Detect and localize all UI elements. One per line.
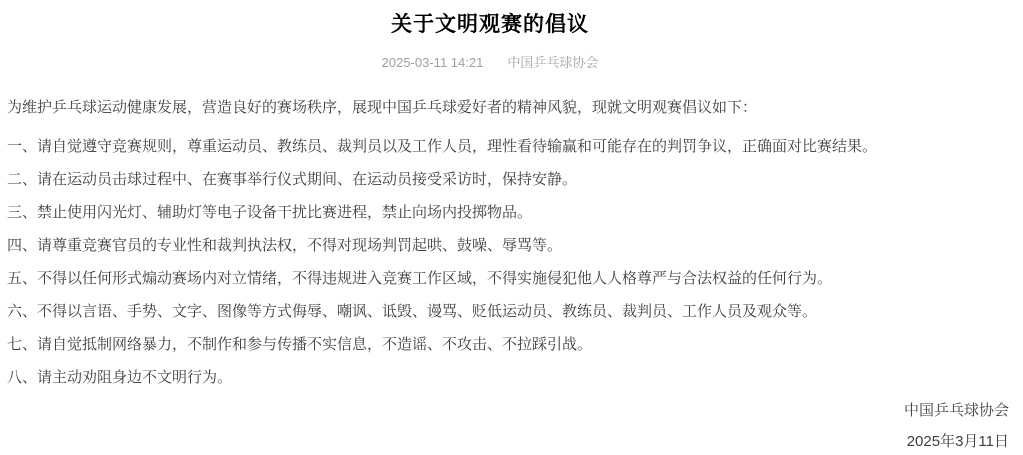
intro-paragraph: 为维护乒乓球运动健康发展，营造良好的赛场秩序，展现中国乒乓球爱好者的精神风貌，现就文明观赛倡议如下：	[7, 99, 758, 116]
proposal-item-4: 四、请尊重竞赛官员的专业性和裁判执法权，不得对现场判罚起哄、鼓噪、辱骂等。	[7, 237, 563, 254]
publish-datetime: 2025-03-11 14:21	[381, 55, 484, 70]
proposal-item-6: 六、不得以言语、手势、文字、图像等方式侮辱、嘲讽、诋毁、谩骂、贬低运动员、教练员、裁判员、工作人员及观众等。	[7, 303, 818, 320]
article-footer	[0, 403, 1023, 450]
proposal-item-1: 一、请自觉遵守竞赛规则，尊重运动员、教练员、裁判员以及工作人员，理性看待输赢和可能存在的判罚争议，正确面对比赛结果。	[7, 138, 878, 155]
publish-source: 中国乒乓球协会	[507, 55, 599, 70]
article-meta	[0, 56, 980, 70]
proposal-item-3: 三、禁止使用闪光灯、辅助灯等电子设备干扰比赛进程，禁止向场内投掷物品。	[7, 204, 533, 221]
article-body	[0, 70, 1023, 386]
signature-date: 2025年3月11日	[906, 433, 1009, 450]
proposal-item-5: 五、不得以任何形式煽动赛场内对立情绪，不得违规进入竞赛工作区域，不得实施侵犯他人人格尊严与合法权益的任何行为。	[7, 270, 833, 287]
proposal-item-2: 二、请在运动员击球过程中、在赛事举行仪式期间、在运动员接受采访时，保持安静。	[7, 171, 578, 188]
article-title: 关于文明观赛的倡议	[391, 13, 589, 36]
signature-org: 中国乒乓球协会	[903, 402, 1009, 419]
proposal-item-8: 八、请主动劝阻身边不文明行为。	[7, 369, 233, 386]
proposal-item-7: 七、请自觉抵制网络暴力，不制作和参与传播不实信息，不造谣、不攻击、不拉踩引战。	[7, 336, 593, 353]
article-header	[0, 0, 980, 70]
